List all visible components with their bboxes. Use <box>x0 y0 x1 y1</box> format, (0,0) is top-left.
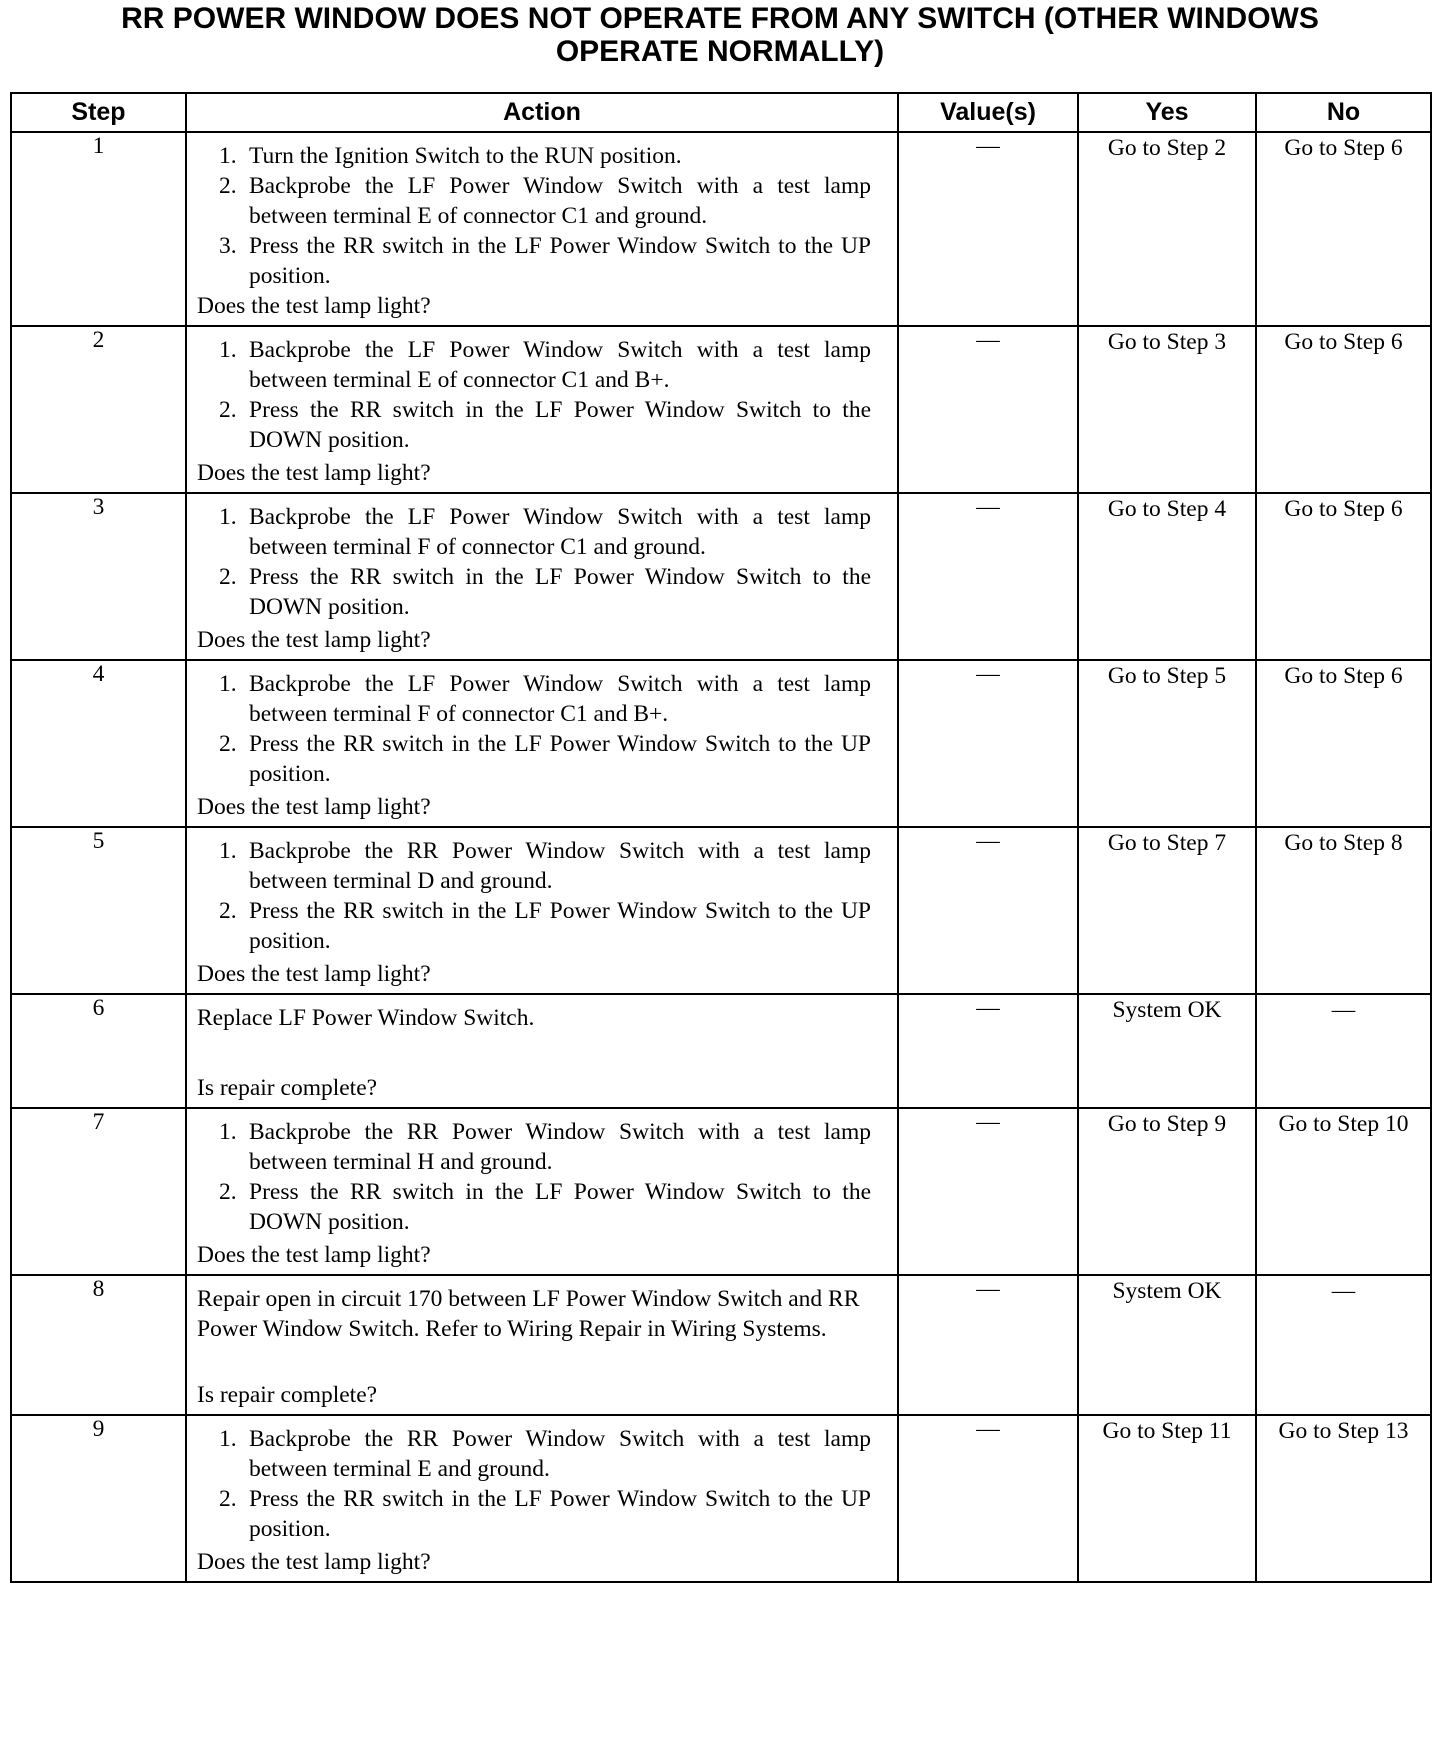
action-content <box>187 327 897 492</box>
action-question: Does the test lamp light? <box>197 293 431 319</box>
action-steps-list <box>187 661 897 789</box>
action-content <box>187 828 897 993</box>
table-row <box>11 132 1431 326</box>
no-cell: — <box>1256 994 1431 1108</box>
action-content <box>187 1276 897 1414</box>
action-step-number: 2. <box>219 898 237 924</box>
action-step <box>187 171 871 231</box>
action-cell <box>186 326 898 493</box>
step-number: 3 <box>11 493 186 660</box>
action-steps-list <box>187 1416 897 1544</box>
action-step-number: 1. <box>219 143 237 169</box>
table-row <box>11 1108 1431 1275</box>
action-step-number: 1. <box>219 504 237 530</box>
action-step <box>187 231 871 291</box>
action-step-text: Backprobe the RR Power Window Switch with a test lamp between terminal D and ground. <box>249 838 871 894</box>
yes-cell: System OK <box>1078 994 1256 1108</box>
page-title <box>0 2 1440 68</box>
table-row <box>11 493 1431 660</box>
step-number: 7 <box>11 1108 186 1275</box>
action-step-text: Press the RR switch in the LF Power Window Switch to the UP position. <box>249 233 871 289</box>
value-cell: — <box>898 994 1078 1108</box>
action-step-text: Backprobe the RR Power Window Switch with a test lamp between terminal H and ground. <box>249 1119 871 1175</box>
action-step <box>187 395 871 455</box>
action-question: Does the test lamp light? <box>197 460 431 486</box>
action-question: Does the test lamp light? <box>197 627 431 653</box>
action-step-number: 1. <box>219 1119 237 1145</box>
action-text: Repair open in circuit 170 between LF Power Window Switch and RR Power Window Switch. Refer to Wiring Repair in Wiring Systems. <box>197 1286 860 1342</box>
yes-cell: Go to Step 3 <box>1078 326 1256 493</box>
yes-cell: Go to Step 2 <box>1078 132 1256 326</box>
value-cell: — <box>898 827 1078 994</box>
action-question: Does the test lamp light? <box>197 1242 431 1268</box>
action-step <box>187 669 871 729</box>
action-step <box>187 335 871 395</box>
title-line-1: RR POWER WINDOW DOES NOT OPERATE FROM ANY SWITCH (OTHER WINDOWS <box>121 2 1319 35</box>
step-number: 1 <box>11 132 186 326</box>
action-steps-list <box>187 494 897 622</box>
step-number: 9 <box>11 1415 186 1582</box>
action-steps-list <box>187 828 897 956</box>
action-step-text: Backprobe the LF Power Window Switch with a test lamp between terminal E of connector C1 and ground. <box>249 173 871 229</box>
action-question: Does the test lamp light? <box>197 961 431 987</box>
action-cell <box>186 660 898 827</box>
action-step <box>187 1424 871 1484</box>
value-cell: — <box>898 1275 1078 1415</box>
action-text: Replace LF Power Window Switch. <box>197 1005 535 1031</box>
step-number: 2 <box>11 326 186 493</box>
action-step-number: 2. <box>219 397 237 423</box>
action-step <box>187 141 871 171</box>
action-content <box>187 661 897 826</box>
value-cell: — <box>898 1108 1078 1275</box>
no-cell: Go to Step 10 <box>1256 1108 1431 1275</box>
action-step-text: Turn the Ignition Switch to the RUN position. <box>249 143 682 169</box>
action-steps-list <box>187 133 897 291</box>
title-line-2: OPERATE NORMALLY) <box>555 35 885 68</box>
table-row <box>11 1415 1431 1582</box>
header-no: No <box>1256 93 1431 132</box>
no-cell: Go to Step 6 <box>1256 660 1431 827</box>
action-cell <box>186 1275 898 1415</box>
action-step-number: 2. <box>219 173 237 199</box>
action-content <box>187 1416 897 1581</box>
action-step-number: 3. <box>219 233 237 259</box>
action-step-text: Press the RR switch in the LF Power Window Switch to the UP position. <box>249 1486 871 1542</box>
yes-cell: Go to Step 7 <box>1078 827 1256 994</box>
step-number: 6 <box>11 994 186 1108</box>
action-step-text: Backprobe the LF Power Window Switch with a test lamp between terminal F of connector C1 and ground. <box>249 504 871 560</box>
action-step <box>187 1117 871 1177</box>
no-cell: Go to Step 6 <box>1256 132 1431 326</box>
step-number: 5 <box>11 827 186 994</box>
action-step-text: Press the RR switch in the LF Power Window Switch to the DOWN position. <box>249 397 871 453</box>
table-row <box>11 1275 1431 1415</box>
action-step-number: 1. <box>219 1426 237 1452</box>
table-row <box>11 994 1431 1108</box>
step-number: 4 <box>11 660 186 827</box>
no-cell: — <box>1256 1275 1431 1415</box>
no-cell: Go to Step 6 <box>1256 493 1431 660</box>
diagnostic-table <box>10 92 1432 1583</box>
yes-cell: Go to Step 5 <box>1078 660 1256 827</box>
action-content <box>187 995 897 1107</box>
action-step-number: 2. <box>219 1486 237 1512</box>
header-row <box>11 93 1431 132</box>
action-question: Is repair complete? <box>197 1382 378 1408</box>
table-body <box>11 132 1431 1582</box>
action-steps-list <box>187 327 897 455</box>
action-step-number: 2. <box>219 731 237 757</box>
action-question: Does the test lamp light? <box>197 1549 431 1575</box>
action-cell <box>186 827 898 994</box>
no-cell: Go to Step 8 <box>1256 827 1431 994</box>
yes-cell: System OK <box>1078 1275 1256 1415</box>
action-step-number: 1. <box>219 671 237 697</box>
value-cell: — <box>898 1415 1078 1582</box>
value-cell: — <box>898 132 1078 326</box>
action-cell <box>186 132 898 326</box>
action-step-text: Backprobe the LF Power Window Switch with a test lamp between terminal E of connector C1 and B+. <box>249 337 871 393</box>
action-cell <box>186 994 898 1108</box>
action-cell <box>186 1415 898 1582</box>
no-cell: Go to Step 13 <box>1256 1415 1431 1582</box>
table-row <box>11 660 1431 827</box>
action-step-text: Press the RR switch in the LF Power Window Switch to the UP position. <box>249 898 871 954</box>
action-step-text: Press the RR switch in the LF Power Window Switch to the UP position. <box>249 731 871 787</box>
yes-cell: Go to Step 9 <box>1078 1108 1256 1275</box>
header-yes: Yes <box>1078 93 1256 132</box>
value-cell: — <box>898 493 1078 660</box>
action-step <box>187 896 871 956</box>
table-row <box>11 827 1431 994</box>
action-step-number: 1. <box>219 838 237 864</box>
action-step-text: Press the RR switch in the LF Power Window Switch to the DOWN position. <box>249 1179 871 1235</box>
action-step <box>187 502 871 562</box>
action-step-text: Press the RR switch in the LF Power Window Switch to the DOWN position. <box>249 564 871 620</box>
action-steps-list <box>187 1109 897 1237</box>
action-step-text: Backprobe the LF Power Window Switch with a test lamp between terminal F of connector C1 and B+. <box>249 671 871 727</box>
action-step-number: 1. <box>219 337 237 363</box>
action-question: Does the test lamp light? <box>197 794 431 820</box>
action-step <box>187 562 871 622</box>
action-step-number: 2. <box>219 1179 237 1205</box>
no-cell: Go to Step 6 <box>1256 326 1431 493</box>
table-row <box>11 326 1431 493</box>
action-step <box>187 729 871 789</box>
yes-cell: Go to Step 4 <box>1078 493 1256 660</box>
action-cell <box>186 1108 898 1275</box>
action-step-number: 2. <box>219 564 237 590</box>
action-step <box>187 836 871 896</box>
action-step <box>187 1177 871 1237</box>
header-action: Action <box>186 93 898 132</box>
action-step-text: Backprobe the RR Power Window Switch with a test lamp between terminal E and ground. <box>249 1426 871 1482</box>
action-cell <box>186 493 898 660</box>
header-step: Step <box>11 93 186 132</box>
value-cell: — <box>898 660 1078 827</box>
action-question: Is repair complete? <box>197 1075 378 1101</box>
yes-cell: Go to Step 11 <box>1078 1415 1256 1582</box>
action-content <box>187 1109 897 1274</box>
action-content <box>187 494 897 659</box>
action-content <box>187 133 897 325</box>
header-values: Value(s) <box>898 93 1078 132</box>
step-number: 8 <box>11 1275 186 1415</box>
value-cell: — <box>898 326 1078 493</box>
action-step <box>187 1484 871 1544</box>
